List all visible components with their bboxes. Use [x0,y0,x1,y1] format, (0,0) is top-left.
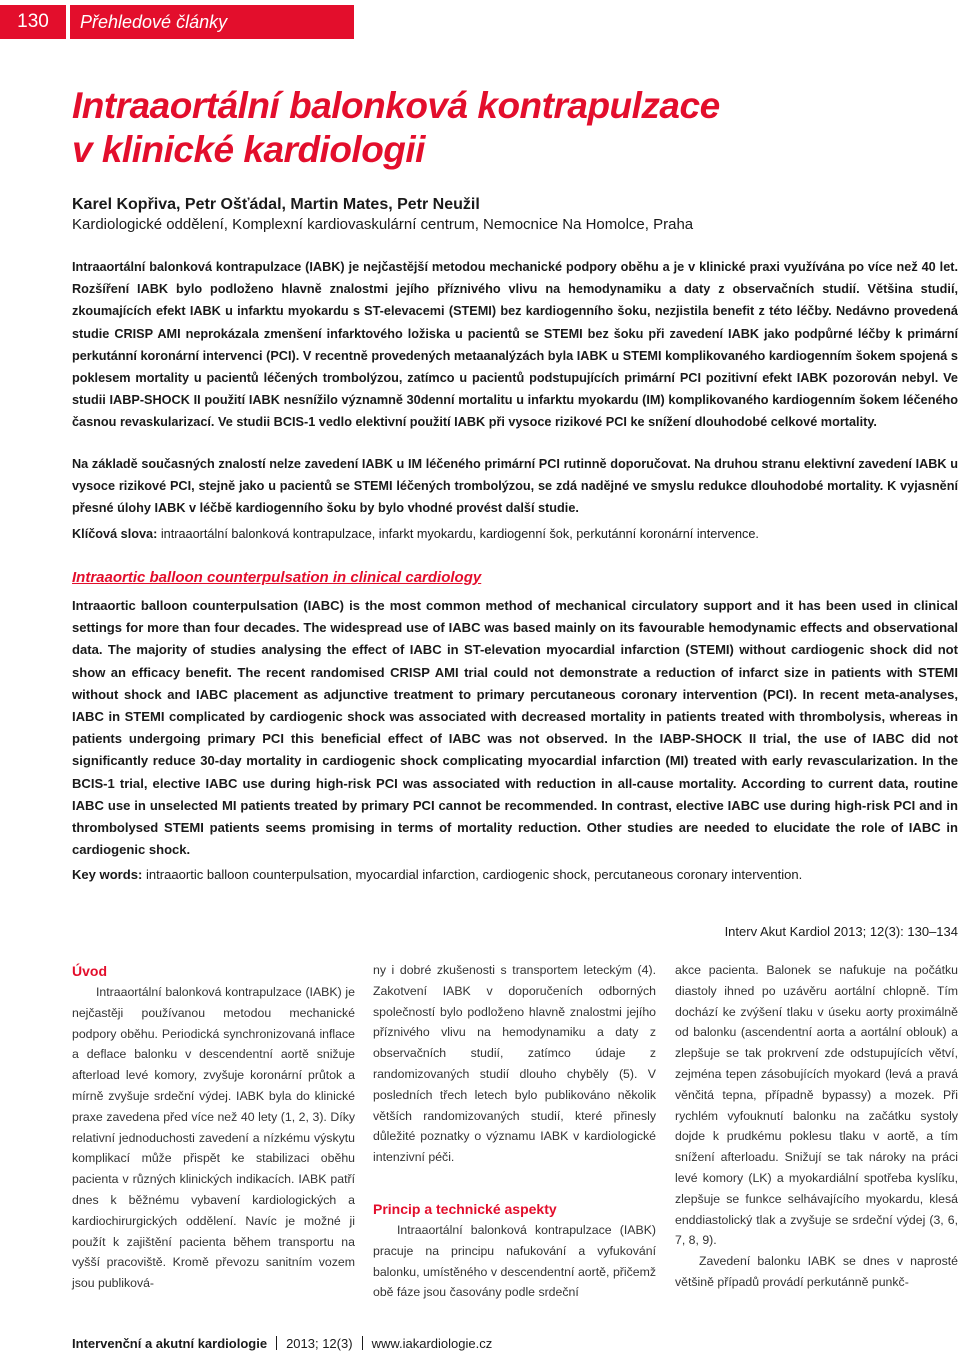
heading-uvod: Úvod [72,963,107,979]
footer-url[interactable]: www.iakardiologie.cz [371,1336,493,1351]
col1-paragraph: Intraaortální balonková kontrapulzace (IABK) je nejčastěji používanou metodou mechanické podpory oběhu. Periodická synchronizovaná inflace a deflace balonku v descendentní aortě snižuje afterload levé komory, zvyšuje koronární průtok a mírně zvyšuje srdeční výdej. IABK byla do klinické praxe zavedena před více než 40 lety (1, 2, 3). Díky relativní jednoduchosti zavedení a nízkému výskytu komplikací může přispět ke stabilizaci oběhu pacienta v různých klinických indikacích. IABK patří dnes k běžnému vybavení kardiologických a kardiochirurgických oddělení. Navíc je možné ji použít k zajištění pacienta během transportu na vyšší pracoviště. Kromě převozu sanitním vozem jsou publiková- [72,985,355,1291]
footer-journal: Intervenční a akutní kardiologie [72,1336,268,1351]
keywords-cz [72,523,958,545]
affiliation: Kardiologické oddělení, Komplexní kardiovaskulární centrum, Nemocnice Na Homolce, Praha [72,216,694,233]
citation: Interv Akut Kardiol 2013; 12(3): 130–134 [724,924,958,939]
footer [72,1336,492,1351]
col3-paragraph: akce pacienta. Balonek se nafukuje na počátku diastoly ihned po uzávěru aortální chlopně. Tím dochází ke zvýšení tlaku v úseku aorty proximálně od balonku (ascendentní aorta a aortální oblouk) a zlepšuje se tak prokrvení zde odstupujících větví, zejména tepen zásobujících myokard (levá a pravá věnčitá tepna, případně bypassy) a mozek. Při rychlém vyfouknutí balonku na začátku systoly dojde k prudkému poklesu tlaku v aortě, a tím snížení afterloadu. Snižují se tak nároky na práci levé komory (LK) a myokardiální spotřeba kyslíku, zlepšuje se funkce selhávajícího myokardu, klesá enddiastolický tlak a zvyšuje se srdeční výdej (3, 6, 7, 8, 9). [675,963,958,1248]
authors: Karel Kopřiva, Petr Ošťádal, Martin Mates, Petr Neužil [72,196,480,213]
body-column-1 [72,960,355,1294]
heading-princip: Princip a technické aspekty [373,1200,557,1217]
page-number: 130 [0,5,66,39]
section-label: Přehledové články [70,5,354,39]
footer-divider [276,1336,277,1350]
abstract-en: Intraaortic balloon counterpulsation (IABC) is the most common method of mechanical circulatory support and it has been used in clinical settings for more than four decades. The widespread use of IABC was based mainly on its favourable hemodynamic effects and observational data. The majority of studies analysing the effect of IABC in ST-elevation myocardial infarction (STEMI) without cardiogenic shock did not show an efficacy benefit. The recent randomised CRISP AMI trial could not demonstrate a reduction of infarct size in patients with STEMI without shock and IABC placement as adjunctive treatment to primary percutaneous coronary intervention (PCI). In recent meta-analyses, IABC in STEMI complicated by cardiogenic shock was associated with decreased mortality in patients treated with thrombolysis, whereas in patients undergoing primary PCI this beneficial effect of IABC was not observed. In the IABP-SHOCK II trial, the use of IABC did not significantly reduce 30-day mortality in cardiogenic shock complicating myocardial infarction (MI) treated with early revascularization. In the BCIS-1 trial, elective IABC use during high-risk PCI was associated with reduction in all-cause mortality. According to current data, routine IABC use in unselected MI patients treated by primary PCI cannot be recommended. In contrast, elective IABC use during high-risk PCI and in thrombolysed STEMI patients seems promising in terms of mortality reduction. Other studies are needed to elucidate the role of IABC in cardiogenic shock. [72,598,958,858]
footer-divider [362,1336,363,1350]
abstract-cz-p1: Intraaortální balonková kontrapulzace (IABK) je nejčastější metodou mechanické podpory oběhu a je v klinické praxi využívána po více než 40 let. Rozšíření IABK bylo podloženo hlavně znalostmi jejího příznivého vlivu na hemodynamiku a daty z observačních studií. Většina studií, zkoumajících efekt IABK u infarktu myokardu s ST-elevacemi (STEMI) bez kardiogenního šoku, nezjistila benefit z této léčby. Nedávno provedená studie CRISP AMI neprokázala zmenšení infarktového ložiska u pacientů se STEMI bez šoku při zavedení IABK jako podpůrné léčby k primární perkutánní koronární intervenci (PCI). V recentně provedených metaanalýzách byla IABK u STEMI komplikovaného kardiogenním šokem spojená s poklesem mortality u pacientů léčených trombolýzou, zatímco u pacientů podstupujících primární PCI pozitivní efekt IABK pozorován nebyl. Ve studii IABP-SHOCK II použití IABK nesnížilo významně 30denní mortalitu u infarktu myokardu (IM) komplikovaného kardiogenním šokem léčeného časnou revaskularizací. Ve studii BCIS-1 vedlo elektivní použití IABK při vysoce rizikové PCI ke snížení dlouhodobé celkové mortality. [72,260,958,430]
keywords-en-text: intraaortic balloon counterpulsation, myocardial infarction, cardiogenic shock, percutaneous coronary intervention. [145,867,803,882]
english-title: Intraaortic balloon counterpulsation in clinical cardiology [72,569,482,586]
col2-paragraph: ny i dobré zkušenosti s transportem leteckým (4). Zakotvení IABK v doporučeních odborných společností bylo podloženo hlavně znalostmi jejího příznivého vlivu na hemodynamiku a daty z observačních studií, zatímco údaje z randomizovaných studií dlouho chyběly (5). V posledních třech letech bylo publikováno několik větších randomizovaných studií, které přinesly důležité poznatky o významu IABK v kardiologické intenzivní péči. [373,963,656,1165]
col2-paragraph-2: Intraaortální balonková kontrapulzace (IABK) pracuje na principu nafukování a vyfukování balonku, umístěného v descendentní aortě, přičemž obě fáze jsou časovány podle srdeční [373,1222,656,1300]
body-column-3 [675,960,958,1293]
body-column-2 [373,960,656,1303]
keywords-en [72,864,958,886]
keywords-cz-label: Klíčová slova: [72,527,158,541]
keywords-cz-text: intraaortální balonková kontrapulzace, infarkt myokardu, kardiogenní šok, perkutánní koronární intervence. [160,527,759,541]
footer-issue: 2013; 12(3) [286,1336,353,1351]
title-line-2: v klinické kardiologii [72,129,425,170]
abstract-cz-p2: Na základě současných znalostí nelze zavedení IABK u IM léčeného primární PCI rutinně doporučovat. Na druhou stranu elektivní zavedení IABK u vysoce rizikové PCI, stejně jako u pacientů se STEMI léčených trombolýzou, se zdá nadějné ve smyslu redukce dlouhodobé mortality. K vyjasnění přesné úlohy IABK v léčbě kardiogenního šoku by bylo vhodné provést další studie. [72,457,958,516]
keywords-en-label: Key words: [72,867,143,882]
title-line-1: Intraaortální balonková kontrapulzace [72,85,720,126]
col3-paragraph-2: Zavedení balonku IABK se dnes v naprosté většině případů provádí perkutánně punkč- [675,1254,958,1289]
article-title [72,84,932,172]
